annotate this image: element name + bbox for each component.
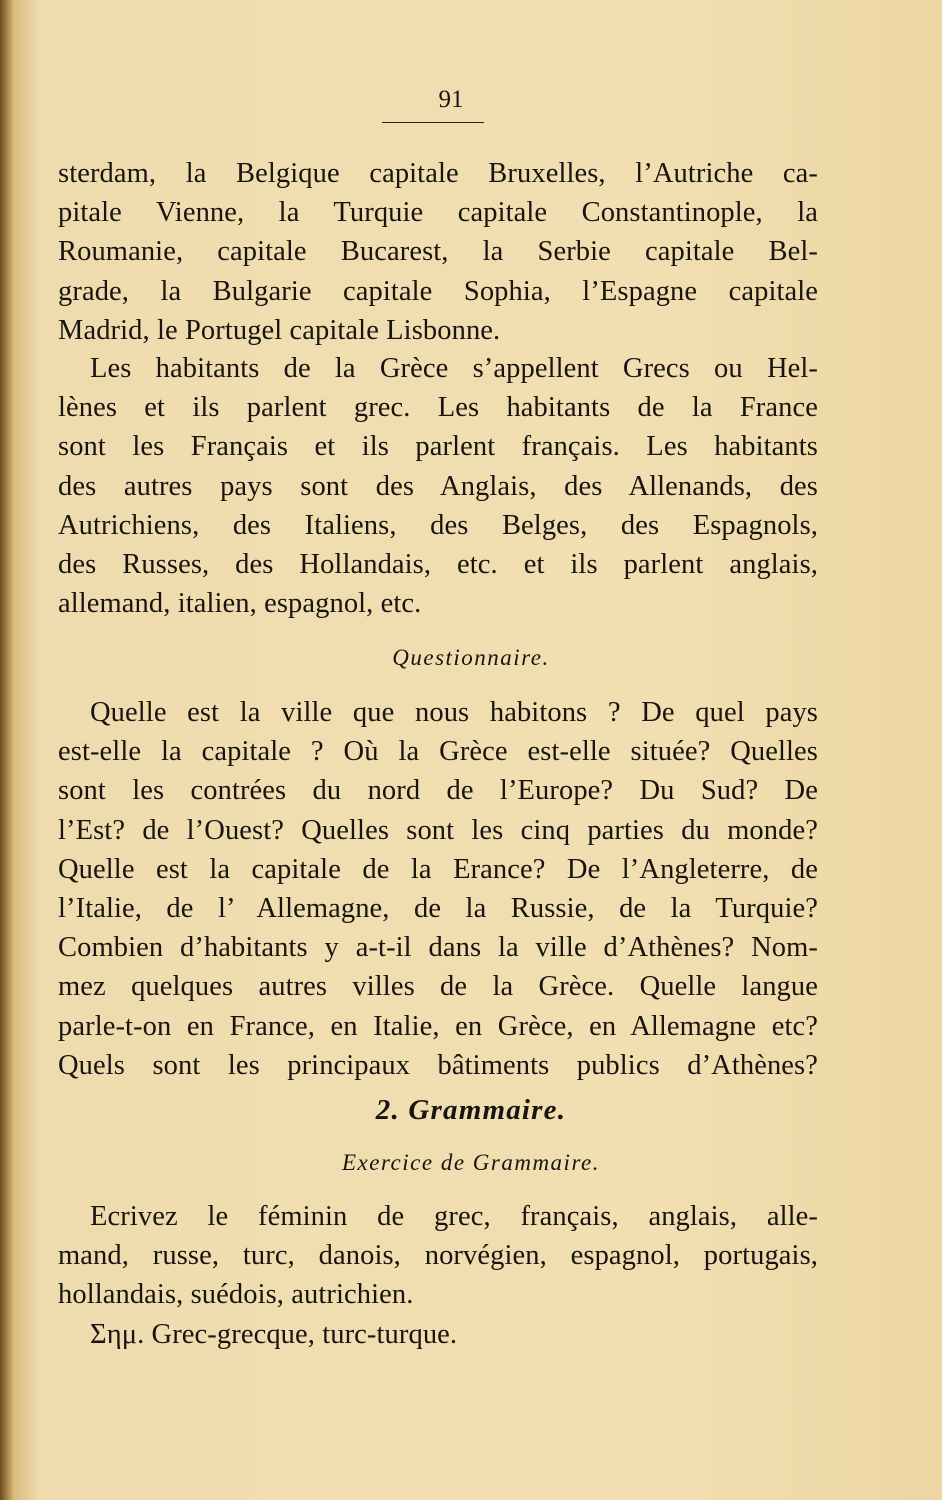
text-line: Les habitants de la Grèce s’appellent Grecs ou Hel- — [90, 353, 818, 384]
text-line: Combien d’habitants y a-t-il dans la ville d’Athènes? Nom- — [58, 932, 818, 964]
text-line: est-elle la capitale ? Où la Grèce est-elle située? Quelles — [58, 736, 818, 768]
exercise-heading: Exercice de Grammaire. — [341, 1150, 600, 1175]
grammar-heading: 2. Grammaire. — [375, 1094, 567, 1126]
page-number-rule — [382, 122, 484, 123]
exercise-text — [58, 1197, 818, 1354]
text-line: grade, la Bulgarie capitale Sophia, l’Espagne capitale — [58, 275, 818, 307]
text-line: des Russes, des Hollandais, etc. et ils parlent anglais, — [58, 549, 818, 581]
text-line: l’Italie, de l’ Allemagne, de la Russie, de la Turquie? — [58, 893, 818, 925]
text-line: Ecrivez le féminin de grec, français, anglais, alle- — [90, 1201, 818, 1232]
text-line: hollandais, suédois, autrichien. — [58, 1279, 414, 1311]
page-number: 91 — [438, 86, 464, 113]
text-line: lènes et ils parlent grec. Les habitants de la France — [58, 392, 818, 424]
text-line: parle-t-on en France, en Italie, en Grèce, en Allemagne etc? — [58, 1010, 818, 1042]
text-line: des autres pays sont des Anglais, des Allenands, des — [58, 470, 818, 502]
text-line: Quelle est la ville que nous habitons ? De quel pays — [90, 697, 818, 728]
paragraph-capitals — [58, 154, 818, 350]
text-line: sont les contrées du nord de l’Europe? Du Sud? De — [58, 775, 818, 807]
text-line: Quels sont les principaux bâtiments publics d’Athènes? — [58, 1049, 818, 1081]
text-line: sont les Français et ils parlent français. Les habitants — [58, 431, 818, 463]
text-line: sterdam, la Belgique capitale Bruxelles, l’Autriche ca- — [58, 158, 818, 189]
text-line: mez quelques autres villes de la Grèce. Quelle langue — [58, 971, 818, 1003]
text-line: allemand, italien, espagnol, etc. — [58, 588, 422, 620]
text-line: pitale Vienne, la Turquie capitale Constantinople, la — [58, 197, 818, 229]
text-line: Autrichiens, des Italiens, des Belges, des Espagnols, — [58, 509, 818, 541]
questionnaire-text — [58, 693, 818, 1085]
text-line: l’Est? de l’Ouest? Quelles sont les cinq parties du monde? — [58, 814, 818, 846]
text-line: mand, russe, turc, danois, norvégien, espagnol, portugais, — [58, 1240, 818, 1272]
text-line: Roumanie, capitale Bucarest, la Serbie capitale Bel- — [58, 236, 818, 268]
note-line: Σημ. Grec-grecque, turc-turque. — [90, 1318, 458, 1350]
questionnaire-heading: Questionnaire. — [392, 645, 550, 670]
paragraph-inhabitants — [58, 349, 818, 623]
text-line: Madrid, le Portugel capitale Lisbonne. — [58, 314, 501, 346]
text-line: Quelle est la capitale de la Erance? De l’Angleterre, de — [58, 853, 818, 885]
